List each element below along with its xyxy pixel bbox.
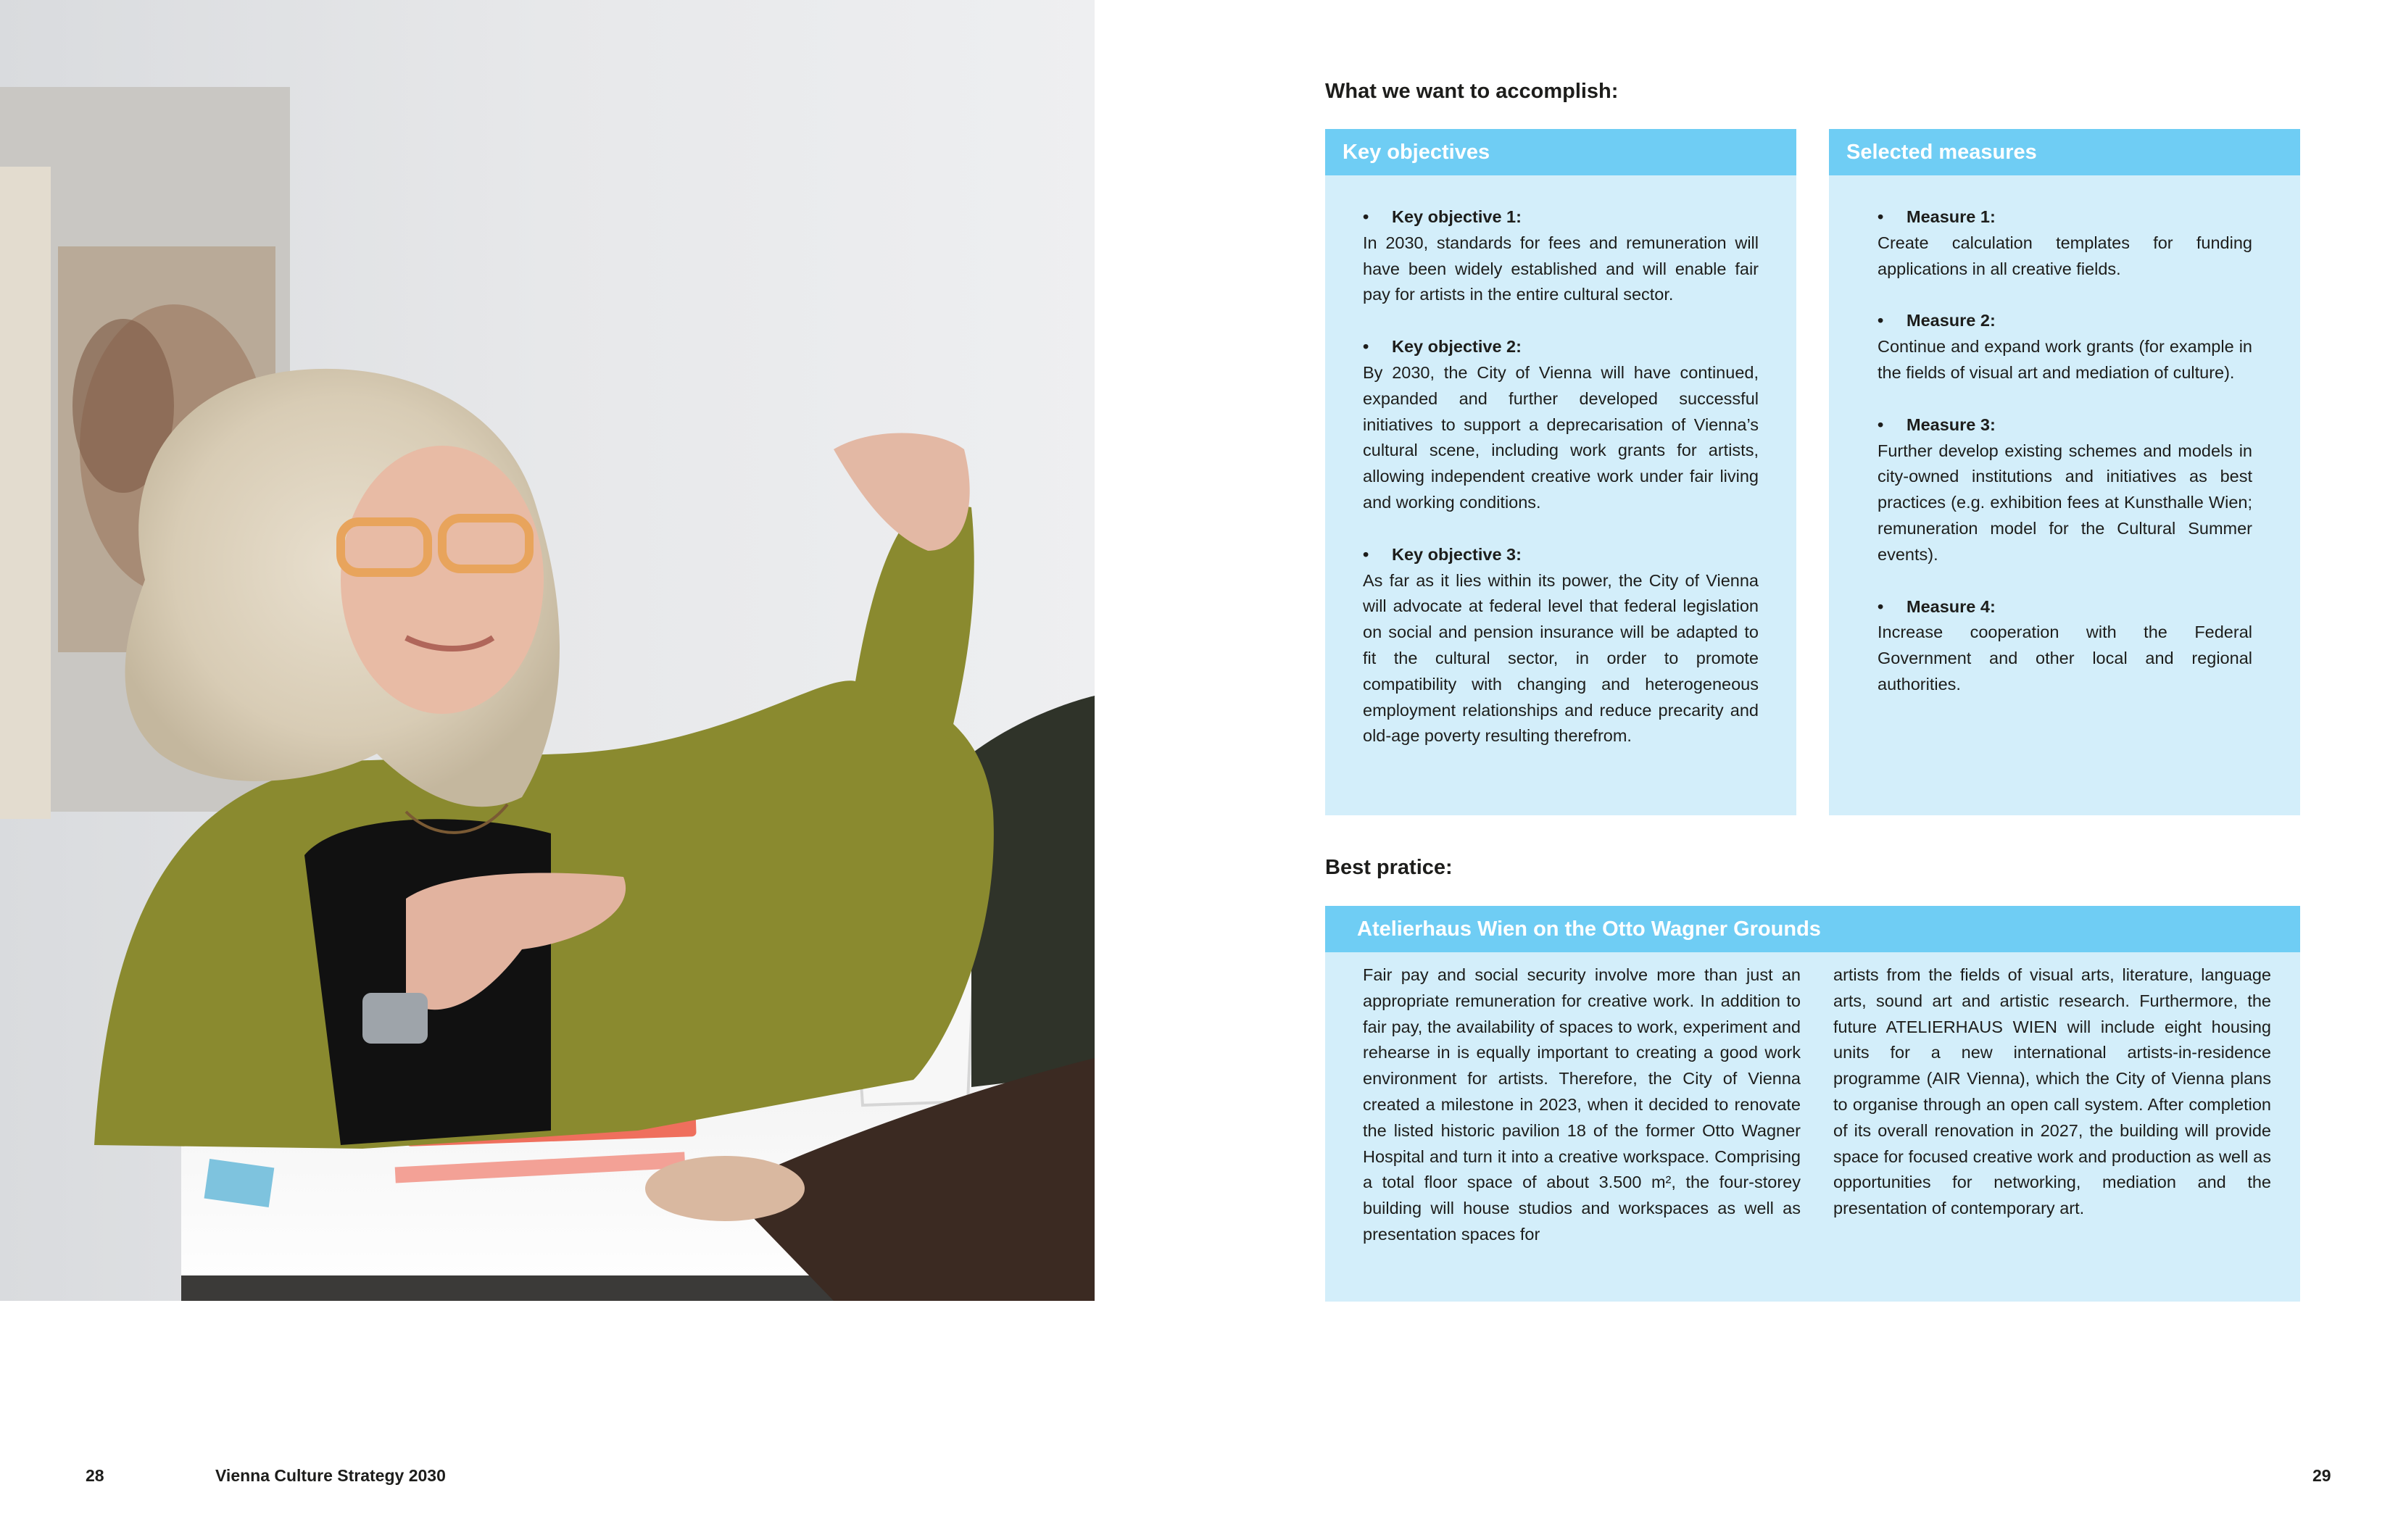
key-objective-label: • Key objective 2:	[1363, 334, 1759, 360]
measure-text: Continue and expand work grants (for example in the fields of visual art and mediation of culture).	[1878, 337, 2252, 382]
best-practice-column-1: Fair pay and social security involve more than just an appropriate remuneration for creative work. In addition to fair pay, the availability of spaces to work, experiment and rehearse in is equally important to creating a good work environment for artists. Therefore, the City of Vienna created a milestone in 2023, when it decided to renovate the listed historic pavilion 18 of the former Otto Wagner Hospital and turn it into a creative workspace. Comprising a total floor space of about 3.500 m², the four-storey building will house studios and workspaces as well as presentation spaces for	[1363, 965, 1801, 1244]
selected-measures-panel	[1829, 129, 2300, 815]
page-number-right: 29	[2312, 1466, 2331, 1485]
key-objective-text: In 2030, standards for fees and remuneration will have been widely established and will enable fair pay for artists in the entire cultural sector.	[1363, 233, 1759, 304]
measure-label: • Measure 4:	[1878, 594, 2252, 620]
measure-item	[1878, 204, 2252, 282]
key-objective-item	[1363, 204, 1759, 308]
accomplish-heading: What we want to accomplish:	[1325, 80, 1619, 103]
measure-label: • Measure 1:	[1878, 204, 2252, 230]
measure-label: • Measure 3:	[1878, 412, 2252, 438]
key-objectives-title: Key objectives	[1325, 129, 1796, 175]
measure-item	[1878, 308, 2252, 386]
best-practice-panel	[1325, 952, 2300, 1302]
measure-text: Create calculation templates for funding applications in all creative fields.	[1878, 233, 2252, 278]
measure-item	[1878, 412, 2252, 568]
key-objective-text: By 2030, the City of Vienna will have continued, expanded and further developed successful initiatives to support a deprecarisation of Vienna’s cultural scene, including work grants for artists, allowing independent creative work under fair living and working conditions.	[1363, 362, 1759, 512]
key-objectives-list	[1363, 204, 1759, 775]
workshop-photo	[0, 0, 1095, 1301]
selected-measures-title: Selected measures	[1829, 129, 2300, 175]
workshop-photo-illustration	[0, 0, 1095, 1301]
publication-title: Vienna Culture Strategy 2030	[215, 1466, 446, 1485]
key-objective-label: • Key objective 1:	[1363, 204, 1759, 230]
key-objective-label: • Key objective 3:	[1363, 542, 1759, 568]
measure-text: Further develop existing schemes and models in city-owned institutions and initiatives as best practices (e.g. exhibition fees at Kunsthalle Wien; remuneration model for the Cultural Summer events).	[1878, 441, 2252, 564]
best-practice-heading: Best pratice:	[1325, 856, 1453, 879]
selected-measures-list	[1878, 204, 2252, 724]
best-practice-title: Atelierhaus Wien on the Otto Wagner Grounds	[1325, 906, 2300, 952]
measure-label: • Measure 2:	[1878, 308, 2252, 334]
page-number-left: 28	[86, 1466, 104, 1485]
key-objective-text: As far as it lies within its power, the City of Vienna will advocate at federal level that federal legislation on social and pension insurance will be adapted to fit the cultural sector, in order to promote compatibility with changing and heterogeneous employment relationships and reduce precarity and old-age poverty resulting therefrom.	[1363, 570, 1759, 746]
key-objectives-panel	[1325, 129, 1796, 815]
measure-item	[1878, 594, 2252, 698]
key-objective-item	[1363, 542, 1759, 749]
best-practice-column-2: artists from the fields of visual arts, literature, language arts, sound art and artistic research. Furthermore, the future ATELIERHAUS WIEN will include eight housing units for a new international artists-in-residence programme (AIR Vienna), which the City of Vienna plans to organise through an open call system. After completion of its overall renovation in 2027, the building will provide space for focused creative work and production as well as opportunities for networking, mediation and the presentation of contemporary art.	[1833, 965, 2271, 1218]
measure-text: Increase cooperation with the Federal Government and other local and regional authorities.	[1878, 623, 2252, 694]
key-objective-item	[1363, 334, 1759, 516]
